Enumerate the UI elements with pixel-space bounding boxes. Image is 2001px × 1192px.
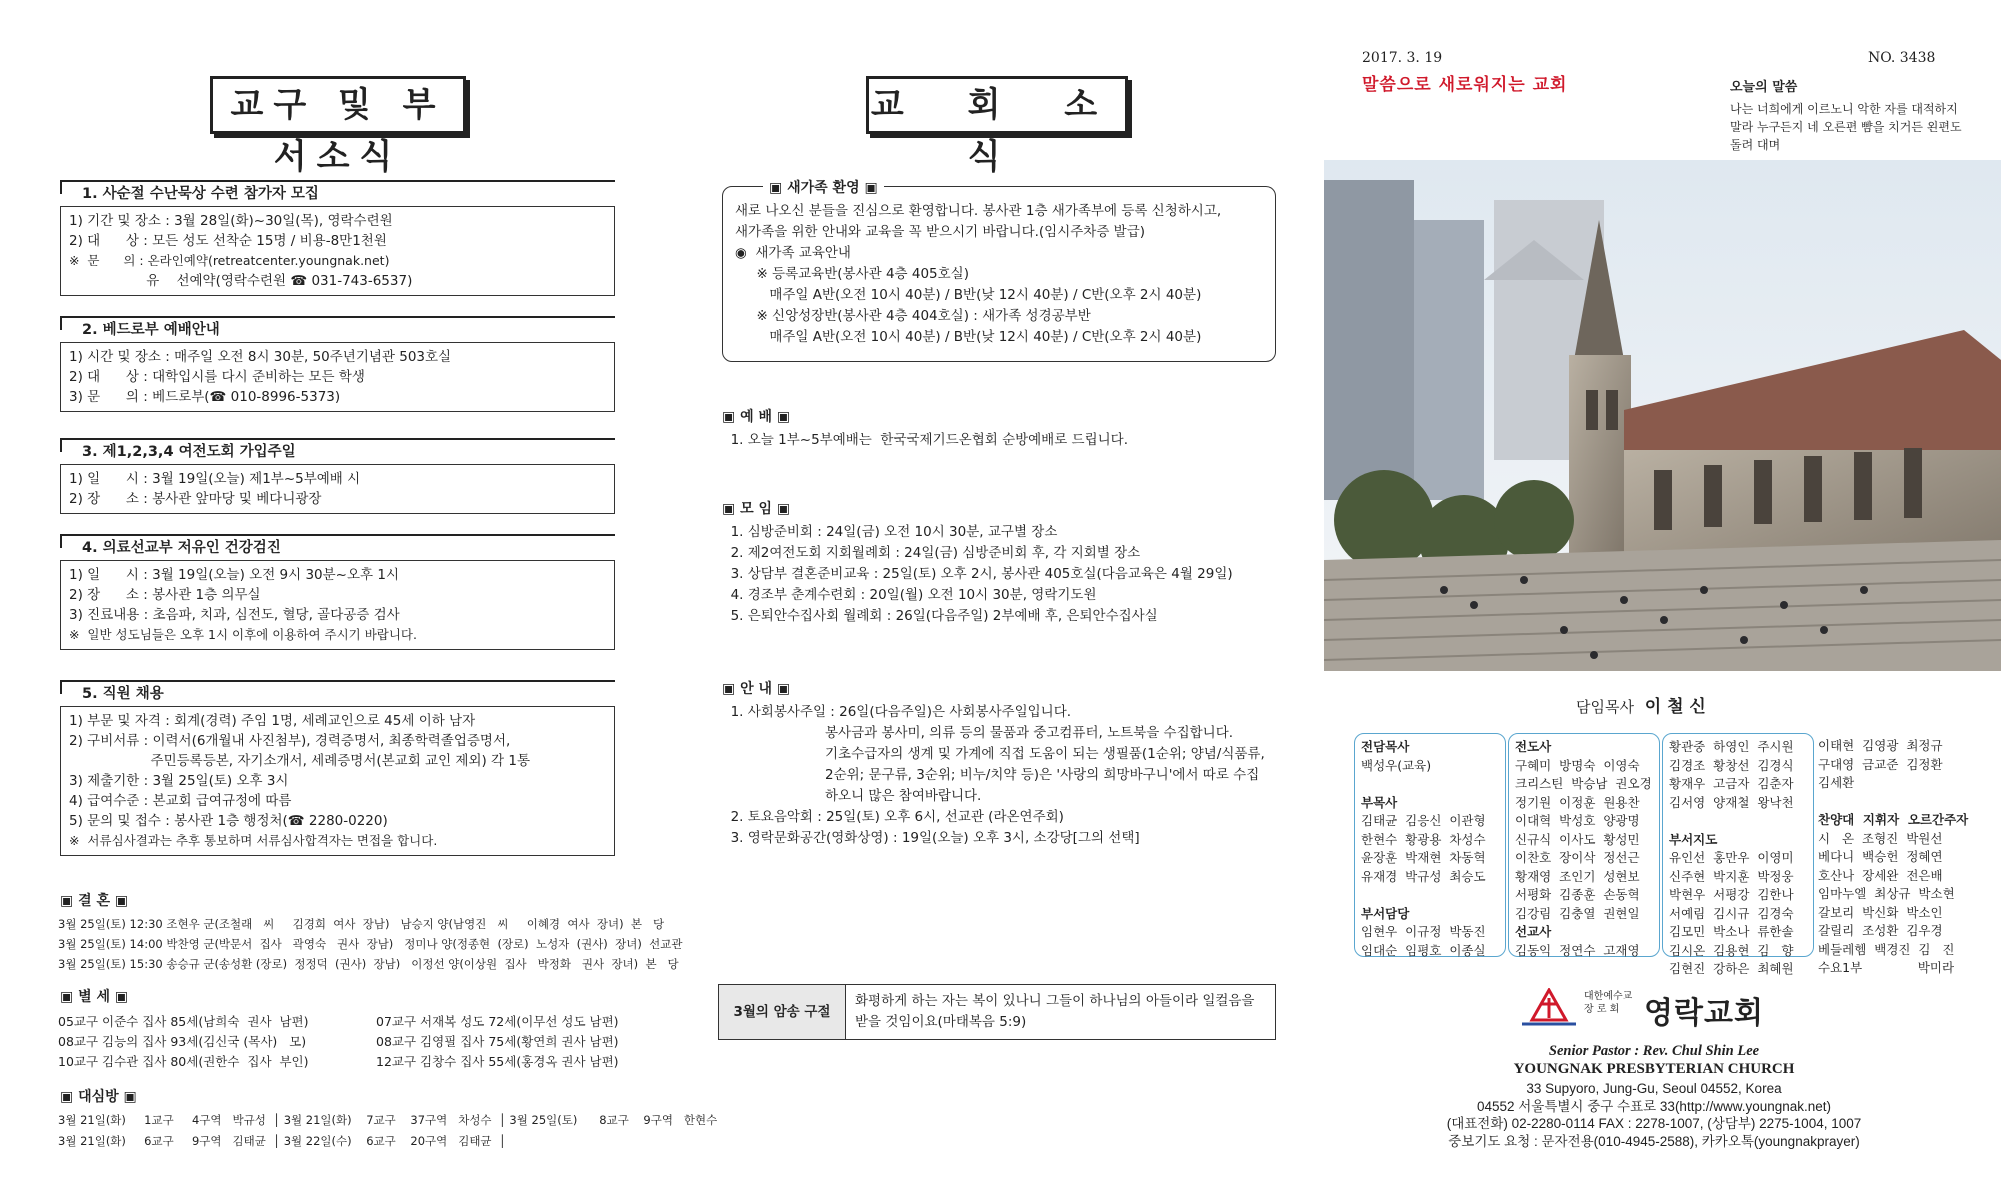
verse-box [718, 984, 1276, 1040]
notice-line: 2순위; 문구류, 3순위; 비누/치약 등)은 '사랑의 희망바구니'에서 따로 수집 [722, 767, 1260, 783]
today-word-korean-line: 말라 누구든지 네 오른편 뺨을 치거든 왼편도 [1730, 120, 1962, 134]
staff-line: 임현우 이규정 박동진 [1361, 924, 1486, 939]
verse-label: 3월의 암송 구절 [719, 985, 846, 1039]
staff-line: 수요1부 박미라 [1818, 960, 1955, 975]
staff-line: 유재경 박규성 최승도 [1361, 868, 1486, 884]
visit-list [58, 1110, 717, 1152]
staff-line: 유인선 홍만우 이영미 [1669, 850, 1794, 865]
notice-line: 3. 영락문화공간(영화상영) : 19일(오늘) 오후 3시, 소강당[그의 선택] [722, 830, 1140, 846]
dept-section-heading: 2. 베드로부 예배안내 [60, 316, 615, 342]
staff-line: 박현우 서평강 김한나 [1669, 887, 1794, 902]
dept-section-line: 주민등록등본, 자기소개서, 세례증명서(본교회 교인 제외) 각 1통 [69, 753, 531, 769]
staff-line: 서평화 김종훈 손동혁 [1515, 887, 1640, 902]
notice-line: 2. 토요음악회 : 25일(토) 오후 6시, 선교관 (라온연주회) [722, 809, 1064, 825]
wedding-item: 3월 25일(토) 12:30 조현우 군(조철래 씨 김경희 여사 장남) 남승지 양(남영진 씨 이혜경 여사 장녀) 본 당 [58, 917, 665, 931]
notice-line: 하오니 많은 참여바랍니다. [722, 788, 982, 804]
dept-news-title: 교구 및 부서소식 [210, 76, 466, 134]
verse-text [855, 991, 1254, 1033]
staff-line: 갈릴리 조성환 김우경 [1818, 923, 1943, 938]
staff-line [1361, 775, 1499, 794]
death-item: 12교구 김창수 집사 55세(홍경옥 권사 남편) [376, 1054, 619, 1069]
dept-section-line: 2) 대 상 : 대학입시를 다시 준비하는 모든 학생 [69, 369, 365, 385]
staff-line: 이찬호 장이삭 정선근 [1515, 850, 1640, 865]
staff-line: 이대혁 박성호 양광명 [1515, 813, 1640, 828]
dept-section-line: 5) 문의 및 접수 : 봉사관 1층 행정처(☎ 2280-0220) [69, 813, 388, 829]
dept-section-line: 3) 제출기한 : 3월 25일(토) 오후 3시 [69, 773, 289, 789]
staff-line: 선교사 [1515, 924, 1552, 939]
death-item: 07교구 서재복 성도 72세(이무선 성도 남편) [376, 1014, 619, 1029]
wedding-item: 3월 25일(토) 14:00 박찬영 군(박문서 집사 곽영숙 권사 장남) 정미나 양(정종현 (장로) 노성자 (권사) 장녀) 선교관 [58, 937, 683, 951]
staff-line: 베다니 백승헌 정혜연 [1818, 849, 1943, 864]
staff-line: 신규식 이사도 황성민 [1515, 831, 1640, 847]
staff-line: 베들레헴 백경진 김 진 [1818, 941, 1955, 957]
logo-name: 영락교회 [1644, 996, 1764, 1031]
staff-line: 임대순 임평호 이종실 [1361, 942, 1486, 958]
new-family-line: 매주일 A반(오전 10시 40분) / B반(낮 12시 40분) / C반(오후 2시 40분) [735, 287, 1202, 303]
logo-sub1: 대한예수교 [1584, 991, 1633, 1002]
new-family-line: 새로 나오신 분들을 진심으로 환영합니다. 봉사관 1층 새가족부에 등록 신청하시고, [735, 203, 1222, 219]
dept-section-heading: 3. 제1,2,3,4 여전도회 가입주일 [60, 438, 615, 464]
dept-section-line: 3) 문 의 : 베드로부(☎ 010-8996-5373) [69, 389, 341, 405]
today-word-korean [1730, 100, 1962, 154]
death-list-right [376, 1012, 619, 1072]
new-family-text [735, 201, 1221, 348]
church-photo [1324, 160, 2001, 671]
staff-line: 김동익 정연수 고재영 [1515, 942, 1640, 958]
dept-section-body [60, 342, 615, 412]
staff-line: 김경조 황창선 김경식 [1669, 757, 1794, 773]
staff-line: 백성우(교육) [1361, 757, 1432, 773]
staff-line: 서예림 김시규 김경숙 [1669, 905, 1794, 921]
staff-line: 구혜미 방명숙 이영숙 [1515, 757, 1640, 773]
new-family-box [722, 180, 1276, 362]
new-family-line: ※ 신앙성장반(봉사관 4층 404호실) : 새가족 성경공부반 [735, 308, 1091, 324]
staff-line: 크리스틴 박승남 권오경 [1515, 776, 1652, 791]
death-list-left [58, 1012, 309, 1072]
meeting-heading: ▣ 모 임 ▣ [722, 501, 791, 517]
senior-pastor-label: 담임목사 [1576, 698, 1634, 716]
bulletin-number: NO. 3438 [1868, 50, 1936, 66]
new-family-line: 매주일 A반(오전 10시 40분) / B반(낮 12시 40분) / C반(오후 2시 40분) [735, 329, 1202, 345]
staff-line: 이태현 김영광 최정규 [1818, 738, 1943, 753]
senior-pastor-name: 이 철 신 [1644, 697, 1706, 717]
staff-line: 정기원 이정훈 원용찬 [1515, 794, 1640, 810]
prayer-request: 중보기도 요청 : 문자전용(010-4945-2588), 카카오톡(youngnakprayer) [1448, 1133, 1860, 1149]
new-family-line: ◉ 새가족 교육안내 [735, 245, 851, 261]
staff-line: 부서담당 [1361, 905, 1410, 921]
staff-line: 윤장훈 박재현 차동혁 [1361, 850, 1486, 865]
notice-line: 기초수급자의 생계 및 가계에 직접 도움이 되는 생필품(1순위; 양념/식품류, [722, 746, 1265, 762]
meeting-line: 1. 심방준비회 : 24일(금) 오전 10시 30분, 교구별 장소 [722, 524, 1058, 540]
english-pastor: Senior Pastor : Rev. Chul Shin Lee [1548, 1043, 1760, 1059]
dept-section-heading: 5. 직원 채용 [60, 680, 615, 706]
dept-section-line: 2) 장 소 : 봉사관 1층 의무실 [69, 587, 261, 603]
dept-section-line: ※ 문 의 : 온라인예약(retreatcenter.youngnak.net) [69, 253, 390, 268]
meeting-text [722, 522, 1277, 627]
staff-line: 김현진 강하은 최혜원 [1669, 961, 1794, 976]
staff-box-1 [1354, 733, 1506, 957]
verse-line: 받을 것임이요(마태복음 5:9) [855, 1014, 1027, 1030]
staff-line [1818, 793, 1958, 812]
staff-line: 갈보리 박신화 박소인 [1818, 904, 1943, 920]
meeting-line: 3. 상담부 결혼준비교육 : 25일(토) 오후 2시, 봉사관 405호실(다음교육은 4월 29일) [722, 566, 1233, 582]
staff-line: 김태균 김응신 이관형 [1361, 813, 1486, 828]
wedding-list [58, 914, 682, 974]
dept-section-heading: 1. 사순절 수난묵상 수련 참가자 모집 [60, 180, 615, 206]
dept-section [60, 438, 615, 514]
dept-section-line: 1) 부문 및 자격 : 회계(경력) 주임 1명, 세례교인으로 45세 이하 남자 [69, 713, 476, 729]
death-heading: ▣ 별 세 ▣ [60, 989, 129, 1005]
new-family-line: 새가족을 위한 안내와 교육을 꼭 받으시기 바랍니다.(임시주차증 발급) [735, 224, 1146, 240]
dept-section-line: ※ 서류심사결과는 추후 통보하며 서류심사합격자는 면접을 합니다. [69, 833, 438, 848]
bulletin-date: 2017. 3. 19 [1362, 50, 1443, 66]
staff-line: 김세환 [1818, 775, 1855, 790]
staff-box-4 [1812, 733, 1969, 975]
staff-line: 구대영 금교준 김정환 [1818, 756, 1943, 772]
staff-line: 호산나 장세완 전은배 [1818, 867, 1943, 883]
dept-section [60, 180, 615, 296]
staff-box-3 [1662, 733, 1814, 976]
dept-section-heading: 4. 의료선교부 저유인 건강검진 [60, 534, 615, 560]
today-word-korean-line: 나는 너희에게 이르노니 악한 자를 대적하지 [1730, 102, 1958, 116]
today-word-heading: 오늘의 말씀 [1730, 80, 1798, 95]
death-item: 08교구 김영필 집사 75세(황연희 권사 남편) [376, 1034, 619, 1049]
wedding-item: 3월 25일(토) 15:30 송승규 군(송성환 (장로) 정정덕 (권사) 장남) 이정선 양(이상원 집사 박정화 권사 장녀) 본 당 [58, 957, 679, 971]
dept-section-line: 1) 시간 및 장소 : 매주일 오전 8시 30분, 50주년기념관 503호실 [69, 349, 452, 365]
dept-section-line: 4) 급여수준 : 본교회 급여규정에 따름 [69, 793, 292, 809]
senior-pastor [1576, 692, 1706, 717]
staff-line: 전담목사 [1361, 739, 1410, 754]
church-logo [1522, 984, 1792, 1032]
korean-address: 04552 서울특별시 중구 수표로 33(http://www.youngnak.net) [1476, 1098, 1832, 1114]
dept-section-body [60, 560, 615, 650]
dept-section-line: 3) 진료내용 : 초음파, 치과, 심전도, 혈당, 골다공증 검사 [69, 607, 400, 623]
new-family-line: ※ 등록교육반(봉사관 4층 405호실) [735, 266, 969, 282]
english-address: 33 Supyoro, Jung-Gu, Seoul 04552, Korea [1526, 1081, 1782, 1096]
worship-line: 1. 오늘 1부~5부예배는 한국국제기드온협회 순방예배로 드립니다. [722, 432, 1129, 448]
death-item: 08교구 김능의 집사 93세(김신국 (목사) 모) [58, 1034, 307, 1049]
staff-line: 한현수 황광용 차성수 [1361, 831, 1486, 847]
visit-item: 3월 21일(화) 1교구 4구역 박규성 │ 3월 21일(화) 7교구 37구역 차성수 │ 3월 25일(토) 8교구 9구역 한현수 [58, 1113, 718, 1127]
dept-section [60, 680, 615, 856]
staff-line [1669, 812, 1807, 831]
dept-section [60, 316, 615, 412]
dept-section [60, 534, 615, 650]
staff-line: 시 온 조형진 박원선 [1818, 830, 1943, 846]
visit-item: 3월 21일(화) 6교구 9구역 김태균 │ 3월 22일(수) 6교구 20구역 김태균 │ [58, 1134, 506, 1148]
phone-numbers: (대표전화) 02-2280-0114 FAX : 2278-1007, (상담부) 2275-1004, 1007 [1446, 1116, 1862, 1131]
today-word-korean-line: 돌려 대며 [1730, 138, 1781, 152]
notice-text [722, 702, 1277, 849]
dept-section-line: 2) 장 소 : 봉사관 앞마당 및 베다니광장 [69, 491, 322, 507]
staff-line: 부목사 [1361, 794, 1398, 810]
staff-line: 전도사 [1515, 739, 1552, 754]
church-slogan: 말씀으로 새로워지는 교회 [1362, 75, 1568, 95]
staff-line: 황재영 조인기 성현보 [1515, 868, 1640, 884]
english-church-name: YOUNGNAK PRESBYTERIAN CHURCH [1513, 1061, 1795, 1077]
visit-heading: ▣ 대심방 ▣ [60, 1089, 137, 1105]
logo-sub2: 장 로 회 [1584, 1004, 1620, 1015]
staff-line: 황재우 고금자 김춘자 [1669, 776, 1794, 791]
staff-line: 김강림 김충열 권현일 [1515, 905, 1640, 921]
worship-text [722, 430, 1277, 451]
staff-line: 김서영 양재철 왕낙천 [1669, 794, 1794, 810]
dept-section-line: 2) 대 상 : 모든 성도 선착순 15명 / 비용-8만1천원 [69, 233, 387, 249]
notice-heading: ▣ 안 내 ▣ [722, 681, 791, 697]
death-item: 05교구 이준수 집사 85세(남희숙 권사 남편) [58, 1014, 309, 1029]
worship-heading: ▣ 예 배 ▣ [722, 409, 791, 425]
meeting-line: 4. 경조부 춘계수련회 : 20일(월) 오전 10시 30분, 영락기도원 [722, 587, 1097, 603]
dept-section-body [60, 206, 615, 296]
church-news-title: 교 회 소 식 [866, 76, 1128, 134]
staff-line: 찬양대 지휘자 오르간주자 [1818, 812, 1969, 827]
staff-line: 신주현 박지훈 박정웅 [1669, 868, 1794, 884]
notice-line: 봉사금과 봉사미, 의류 등의 물품과 중고컴퓨터, 노트북을 수집합니다. [722, 725, 1234, 741]
dept-section-body [60, 706, 615, 856]
staff-line: 김시온 김용현 김 향 [1669, 942, 1794, 958]
meeting-line: 2. 제2여전도회 지회월례회 : 24일(금) 심방준비회 후, 각 지회별 장소 [722, 545, 1141, 561]
staff-line: 김모민 박소나 류한솔 [1669, 924, 1794, 939]
staff-line: 임마누엘 최상규 박소현 [1818, 886, 1955, 901]
dept-section-line: 2) 구비서류 : 이력서(6개월내 사진첨부), 경력증명서, 최종학력졸업증명서, [69, 733, 511, 749]
dept-section-line: 유 선예약(영락수련원 ☎ 031-743-6537) [69, 273, 413, 289]
staff-box-2 [1508, 733, 1660, 957]
dept-section-line: 1) 기간 및 장소 : 3월 28일(화)~30일(목), 영락수련원 [69, 213, 393, 229]
new-family-heading: ▣ 새가족 환영 ▣ [763, 177, 884, 197]
staff-line [1361, 886, 1499, 905]
dept-section-line: ※ 일반 성도님들은 오후 1시 이후에 이용하여 주시기 바랍니다. [69, 627, 417, 642]
church-logo-icon [1522, 988, 1576, 1028]
staff-line: 황관중 하영인 주시원 [1669, 739, 1794, 754]
death-item: 10교구 김수관 집사 80세(권한수 집사 부인) [58, 1054, 309, 1069]
dept-section-body [60, 464, 615, 514]
dept-section-line: 1) 일 시 : 3월 19일(오늘) 오전 9시 30분~오후 1시 [69, 567, 399, 583]
wedding-heading: ▣ 결 혼 ▣ [60, 893, 129, 909]
verse-line: 화평하게 하는 자는 복이 있나니 그들이 하나님의 아들이라 일컬음을 [855, 993, 1255, 1009]
staff-line: 부서지도 [1669, 831, 1718, 847]
notice-line: 1. 사회봉사주일 : 26일(다음주일)은 사회봉사주일입니다. [722, 704, 1072, 720]
dept-section-line: 1) 일 시 : 3월 19일(오늘) 제1부~5부예배 시 [69, 471, 361, 487]
meeting-line: 5. 은퇴안수집사회 월례회 : 26일(다음주일) 2부예배 후, 은퇴안수집사실 [722, 608, 1158, 624]
